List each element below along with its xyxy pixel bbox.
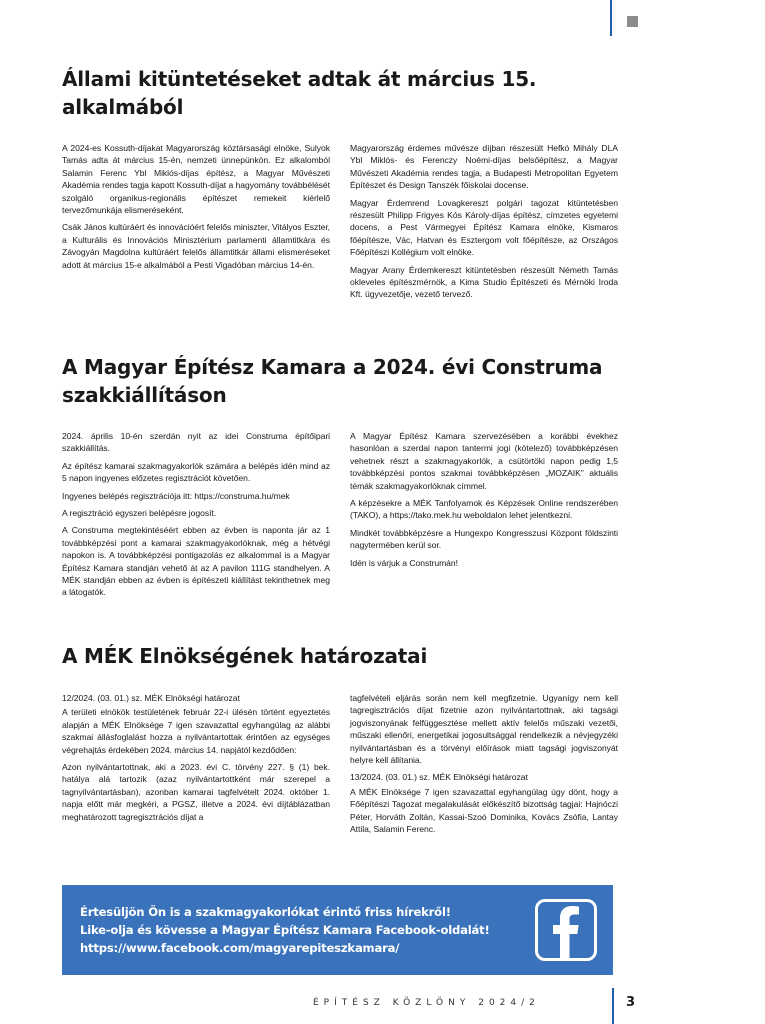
- facebook-icon[interactable]: [535, 899, 597, 961]
- paragraph: tagfelvételi eljárás során nem kell megfizetnie. Ugyanígy nem kell tagregisztrációs díjat fizetnie azon nyilvántartottnak, aki tagsági jogviszonyának felfüggesztése mellett aktív felelős műszaki vezetői, műszaki ellenőri, energetikai jogosultsággal rendelkezik a névjegyzéki nyilvántartásban és a törvényi előírások miatt tagsági jogviszonyát helyre kell állítania.: [350, 693, 618, 766]
- paragraph: 2024. április 10-én szerdán nyit az idei Construma építőipari szakkiállítás.: [62, 431, 330, 454]
- paragraph: Az építész kamarai szakmagyakorlók számára a belépés idén mind az 5 napon ingyenes előzetes regisztrációt követően.: [62, 460, 330, 484]
- paragraph: Magyar Arany Érdemkereszt kitüntetésben részesült Németh Tamás okleveles építészmérnök, a Kima Studio Építészeti és Mérnöki Iroda Kft. ügyvezetője, vezető tervező.: [350, 264, 618, 300]
- article-columns: [62, 692, 618, 840]
- paragraph: A regisztráció egyszeri belépésre jogosít.: [62, 508, 217, 519]
- paragraph: A Magyar Építész Kamara szervezésében a korábbi évekhez hasonlóan a szerdai napon tantermi jogi (kötelező) továbbképzésen vehetnek részt a szakmagyakorlók, a csütörtöki napon pedig 1,5 továbbképzési pontos szakmai továbbképzésen „MOZAIK” aktuális témák szakmagyakorlóknak címmel.: [350, 431, 618, 491]
- banner-line: Like-olja és kövesse a Magyar Építész Kamara Facebook-oldalát!: [80, 923, 490, 937]
- article-title: A MÉK Elnökségének határozatai: [62, 644, 428, 668]
- paragraph: Azon nyilvántartottnak, aki a 2023. évi C. törvény 227. § (1) bek. hatálya alá tartozik (azaz nyilvántartottként már szerepel a tagnyilvántartásban), azonban kamarai tagfelvételt 2024. október 1. napja előtt már megkéri, a PGSZ, illetve a 2024. évi díjtáblázatban meghatározott tagregisztrációs díjat a: [62, 762, 330, 822]
- paragraph: Magyarország érdemes művésze díjban részesült Hefkó Mihály DLA Ybl Miklós- és Ferenczy Noémi-díjas belsőépítész, a Magyar Művészeti Akadémia rendes tagja, a Budapesti Metropolitan Egyetem Építészet és Design Tanszék főiskolai docense.: [350, 143, 618, 191]
- paragraph: A 2024-es Kossuth-díjakat Magyarország köztársasági elnöke, Sulyok Tamás adta át március 15-én, nemzeti ünnepünkön. Ez alkalomból Salamin Ferenc Ybl Miklós-díjas építész, a Magyar Művészeti Akadémia rendes tagja kapott Kossuth-díjat a hagyomány továbbélését szolgáló organikus-regionális építészet remekeit kiérlelő tervezőmunkája elismeréseként.: [62, 143, 331, 216]
- page-number: 3: [626, 995, 636, 1010]
- article-construma: [62, 353, 618, 613]
- paragraph: Magyar Érdemrend Lovagkereszt polgári tagozat kitüntetésben részesült Philipp Frigyes Kós Károly-díjas építész, címzetes egyetemi docens, a Pest Vármegyei Építész Kamara elnöke, Kismaros főépítésze, Vác, Hatvan és Esztergom volt főépítésze, az Országos Főépítészi Kollégium volt elnöke.: [350, 197, 618, 258]
- column-left: [62, 692, 330, 840]
- paragraph: A képzésekre a MÉK Tanfolyamok és Képzések Online rendszerében (TAKO), a https://tako.mek.hu weboldalon lehet jelentkezni.: [350, 498, 618, 521]
- paragraph: A MÉK Elnöksége 7 igen szavazattal egyhangúlag úgy dönt, hogy a Főépítészi Tagozat megalakulását előkészítő bizottság tagjai: Hajnóczi Péter, Horváth Zoltán, Kassai-Szoó Dominika, Kovács Zsófia, Lantay Attila, Salamin Ferenc.: [350, 786, 618, 835]
- publication-name: ÉPÍTÉSZ KÖZLÖNY 2024/2: [313, 998, 540, 1008]
- corner-square-marker: [627, 16, 638, 27]
- facebook-banner: [62, 885, 613, 975]
- column-left: [62, 142, 330, 306]
- banner-line: Értesüljön Ön is a szakmagyakorlókat érintő friss hírekről!: [80, 905, 451, 919]
- banner-text: [80, 903, 520, 957]
- paragraph: Ingyenes belépés regisztrációja itt: https://construma.hu/mek: [62, 490, 290, 501]
- resolution-heading: 12/2024. (03. 01.) sz. MÉK Elnökségi határozat: [62, 693, 240, 703]
- article-columns: [62, 430, 618, 604]
- article-state-awards: [62, 65, 618, 335]
- article-title: Állami kitüntetéseket adtak át március 15. alkalmából: [62, 67, 537, 119]
- paragraph: Idén is várjuk a Construmán!: [350, 557, 458, 568]
- footer-divider-line: [612, 988, 614, 1024]
- article-columns: [62, 142, 618, 306]
- column-left: [62, 430, 330, 604]
- column-right: [350, 692, 618, 840]
- paragraph: Mindkét továbbképzésre a Hungexpo Kongresszusi Központ földszinti nagytermében kerül sor.: [350, 527, 618, 551]
- facebook-link[interactable]: https://www.facebook.com/magyarepiteszkamara/: [80, 941, 400, 955]
- resolution-heading: 13/2024. (03. 01.) sz. MÉK Elnökségi határozat: [350, 772, 528, 783]
- article-title: A Magyar Építész Kamara a 2024. évi Construma szakkiállításon: [62, 355, 603, 407]
- facebook-f-glyph: [546, 904, 586, 958]
- column-right: [350, 430, 618, 604]
- article-board-resolutions: [62, 642, 618, 872]
- top-divider-line: [610, 0, 612, 36]
- paragraph: A Construma megtekintéséért ebben az évben is naponta jár az 1 továbbképzési pont a kamarai szakmagyakorlóknak, még a hétvégi napokon is. A továbbképzési pontigazolás ez alkalommal is a Magyar Építész Kamara standján vehető át az A pavilon 111G standhelyen. A MÉK standján ebben az évben is építészeti kiállítást tekinthetnek meg a látogatók.: [62, 525, 330, 598]
- column-right: [350, 142, 618, 306]
- paragraph: A területi elnökök testületének február 22-i ülésén történt egyeztetés alapján a MÉK Elnöksége 7 igen szavazattal egyhangúlag az alábbi szakmai állásfoglalást hozza a nyilvántartottak érintően az egységes végrehajtás érdekében 2024. március 14. napjától kezdődően:: [62, 707, 330, 755]
- paragraph: Csák János kultúráért és innovációért felelős miniszter, Vitályos Eszter, a Kulturális és Innovációs Minisztérium parlamenti államtitkára és Závogyán Magdolna kultúráért felelős államtitkár állami elismeréseket adott át március 15-e alkalmából a Pesti Vigadóban március 14-én.: [62, 222, 330, 270]
